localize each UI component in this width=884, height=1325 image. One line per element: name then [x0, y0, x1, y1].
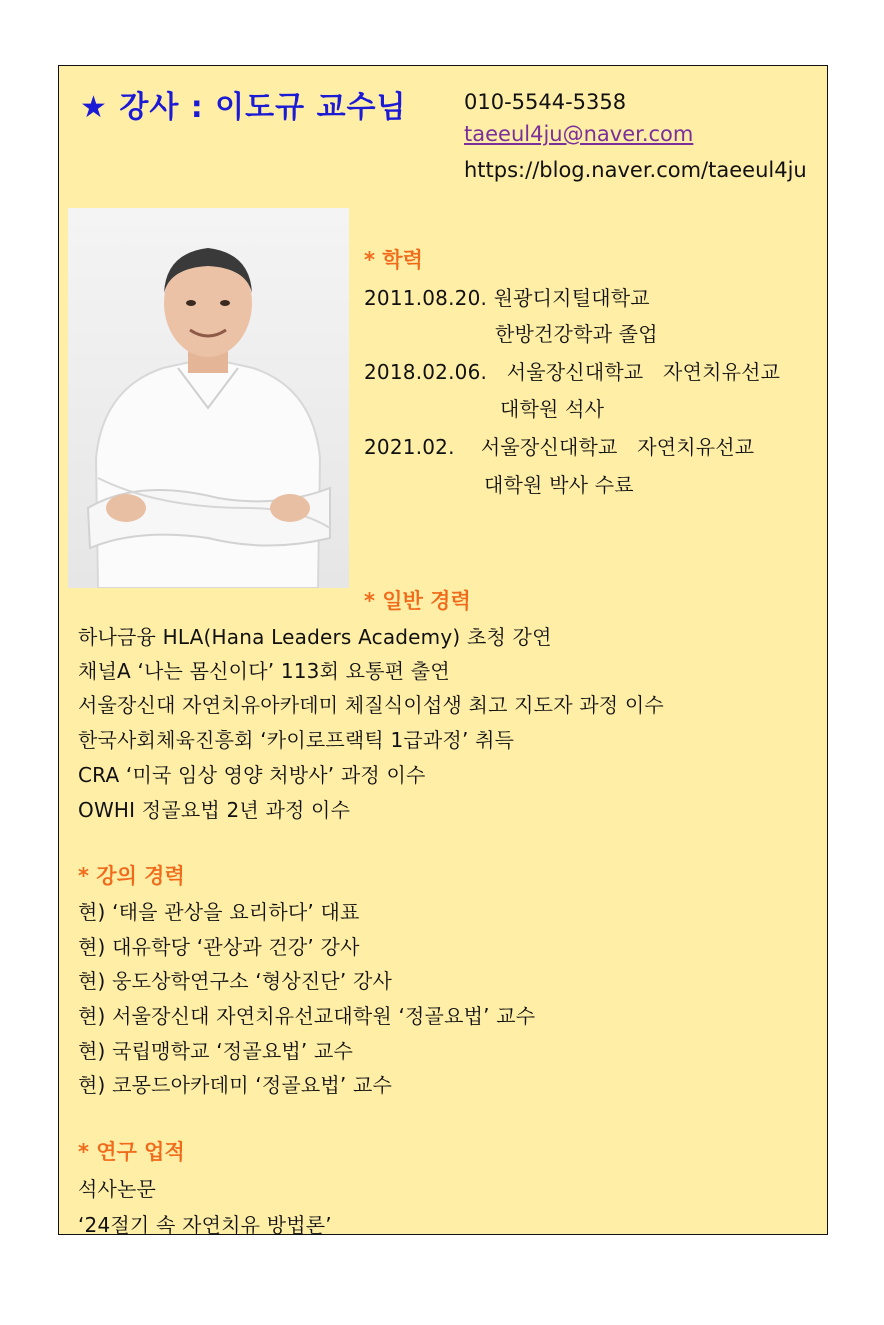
phone-number: 010-5544-5358: [464, 90, 627, 114]
lecture-line: 현) ‘태을 관상을 요리하다’ 대표: [78, 900, 360, 924]
research-heading: * 연구 업적: [78, 1140, 185, 1164]
lecture-line: 현) 대유학당 ‘관상과 건강’ 강사: [78, 935, 360, 959]
career-line: 채널A ‘나는 몸신이다’ 113회 요통편 출연: [78, 659, 450, 683]
lecture-line: 현) 국립맹학교 ‘정골요법’ 교수: [78, 1039, 354, 1063]
education-line: 대학원 박사 수료: [484, 473, 634, 497]
instructor-title: ★ 강사 : 이도규 교수님: [80, 90, 407, 125]
research-line: 석사논문: [78, 1177, 157, 1201]
blog-url[interactable]: https://blog.naver.com/taeeul4ju: [464, 158, 807, 182]
career-line: 한국사회체육진흥회 ‘카이로프랙틱 1급과정’ 취득: [78, 728, 515, 752]
lecture-line: 현) 웅도상학연구소 ‘형상진단’ 강사: [78, 969, 393, 993]
career-line: 하나금융 HLA(Hana Leaders Academy) 초청 강연: [78, 625, 552, 649]
education-line: 2021.02. 서울장신대학교 자연치유선교: [364, 435, 755, 459]
career-line: 서울장신대 자연치유아카데미 체질식이섭생 최고 지도자 과정 이수: [78, 693, 664, 717]
instructor-photo: [68, 208, 349, 588]
career-line: OWHI 정골요법 2년 과정 이수: [78, 798, 351, 822]
lecture-line: 현) 서울장신대 자연치유선교대학원 ‘정골요법’ 교수: [78, 1004, 536, 1028]
education-line: 한방건강학과 졸업: [495, 322, 658, 346]
career-line: CRA ‘미국 임상 영양 처방사’ 과정 이수: [78, 763, 426, 787]
education-line: 2018.02.06. 서울장신대학교 자연치유선교: [364, 360, 781, 384]
lecture-line: 현) 코몽드아카데미 ‘정골요법’ 교수: [78, 1073, 393, 1097]
education-heading: * 학력: [364, 248, 423, 272]
education-line: 2011.08.20. 원광디지털대학교: [364, 286, 650, 310]
education-line: 대학원 석사: [500, 397, 605, 421]
research-line: ‘24절기 속 자연치유 방법론’: [78, 1213, 332, 1237]
career-heading: * 일반 경력: [364, 589, 471, 613]
email-link[interactable]: taeeul4ju@naver.com: [464, 122, 694, 146]
lectures-heading: * 강의 경력: [78, 864, 185, 888]
